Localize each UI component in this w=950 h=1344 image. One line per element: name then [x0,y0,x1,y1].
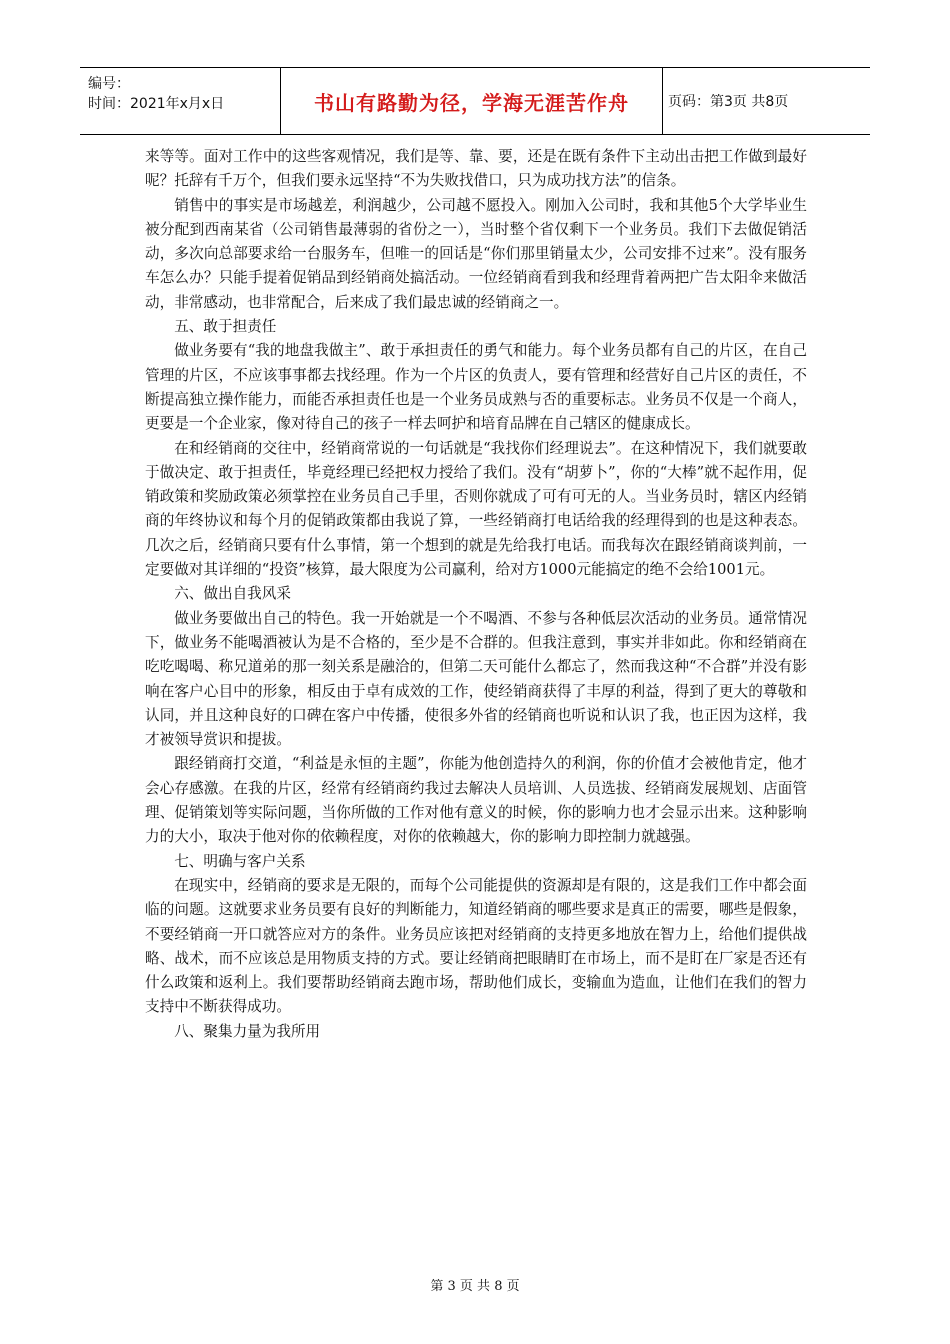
header-divider [280,68,281,134]
paragraph: 做业务要有“我的地盘我做主”、敢于承担责任的勇气和能力。每个业务员都有自己的片区，在自己管理的片区，不应该事事都去找经理。作为一个片区的负责人，要有管理和经营好自己片区的责任，不断提高独立操作能力，而能否承担责任也是一个业务员成熟与否的重要标志。业务员不仅是一个商人，更要是一个企业家，像对待自己的孩子一样去呵护和培育品牌在自己辖区的健康成长。 [145,342,807,433]
section-heading: 五、敢于担责任 [174,318,277,336]
header-meta [88,74,283,114]
paragraph: 来等等。面对工作中的这些客观情况，我们是等、靠、要，还是在既有条件下主动出击把工作做到最好呢？托辞有千万个，但我们要永远坚持“不为失败找借口，只为成功找方法”的信条。 [145,148,807,190]
paragraph: 跟经销商打交道，“利益是永恒的主题”，你能为他创造持久的利润，你的价值才会被他肯定，他才会心存感激。在我的片区，经常有经销商约我过去解决人员培训、人员选拔、经销商发展规划、店面管理、促销策划等实际问题，当你所做的工作对他有意义的时候，你的影响力也才会显示出来。这种影响力的大小，取决于他对你的依赖程度，对你的依赖越大，你的影响力即控制力就越强。 [145,755,807,846]
document-number-label: 编号： [88,76,130,92]
header-motto: 书山有路勤为径，学海无涯苦作舟 [314,90,629,115]
paragraph: 在和经销商的交往中，经销商常说的一句话就是“我找你们经理说去”。在这种情况下，我们就要敢于做决定、敢于担责任，毕竟经理已经把权力授给了我们。没有“胡萝卜”，你的“大棒”就不起作用，促销政策和奖励政策必须掌控在业务员自己手里，否则你就成了可有可无的人。当业务员时，辖区内经销商的年终协议和每个月的促销政策都由我说了算，一些经销商打电话给我的经理得到的也是这种表态。几次之后，经销商只要有什么事情，第一个想到的就是先给我打电话。而我每次在跟经销商谈判前，一定要做对其详细的“投资”核算，最大限度为公司赢利，给对方1000元能搞定的绝不会给1001元。 [145,439,807,579]
header-divider [662,68,663,134]
page-header [80,67,870,135]
section-heading: 八、聚集力量为我所用 [174,1022,321,1040]
page-footer: 第 3 页 共 8 页 [430,1279,520,1294]
paragraph: 在现实中，经销商的要求是无限的，而每个公司能提供的资源却是有限的，这是我们工作中都会面临的问题。这就要求业务员要有良好的判断能力，知道经销商的哪些要求是真正的需要，哪些是假象，不要经销商一开口就答应对方的条件。业务员应该把对经销商的支持更多地放在智力上，给他们提供战略、战术，而不应该总是用物质支持的方式。要让经销商把眼睛盯在市场上，而不是盯在厂家是否还有什么政策和返利上。我们要帮助经销商去跑市场，帮助他们成长，变输血为造血，让他们在我们的智力支持中不断获得成功。 [145,876,807,1016]
paragraph: 销售中的事实是市场越差，利润越少，公司越不愿投入。刚加入公司时，我和其他5个大学毕业生被分配到西南某省（公司销售最薄弱的省份之一），当时整个省仅剩下一个业务员。我们下去做促销活动，多次向总部要求给一台服务车，但唯一的回话是“你们那里销量太少，公司安排不过来”。没有服务车怎么办？只能手提着促销品到经销商处搞活动。一位经销商看到我和经理背着两把广告太阳伞来做活动，非常感动，也非常配合，后来成了我们最忠诚的经销商之一。 [145,196,807,311]
paragraph: 做业务要做出自己的特色。我一开始就是一个不喝酒、不参与各种低层次活动的业务员。通常情况下，做业务不能喝酒被认为是不合格的，至少是不合群的。但我注意到，事实并非如此。你和经销商在吃吃喝喝、称兄道弟的那一刻关系是融洽的，但第二天可能什么都忘了，然而我这种“不合群”并没有影响在客户心目中的形象，相反由于卓有成效的工作，使经销商获得了丰厚的利益，得到了更大的尊敬和认同，并且这种良好的口碑在客户中传播，使很多外省的经销商也听说和认识了我，也正因为这样，我才被领导赏识和提拔。 [145,609,807,749]
section-heading: 六、做出自我风采 [174,585,291,603]
document-date-label: 时间：2021年x月x日 [88,96,225,112]
section-heading: 七、明确与客户关系 [174,852,306,870]
document-body [145,145,807,1044]
header-page-label: 页码：第3页 共8页 [668,94,789,110]
